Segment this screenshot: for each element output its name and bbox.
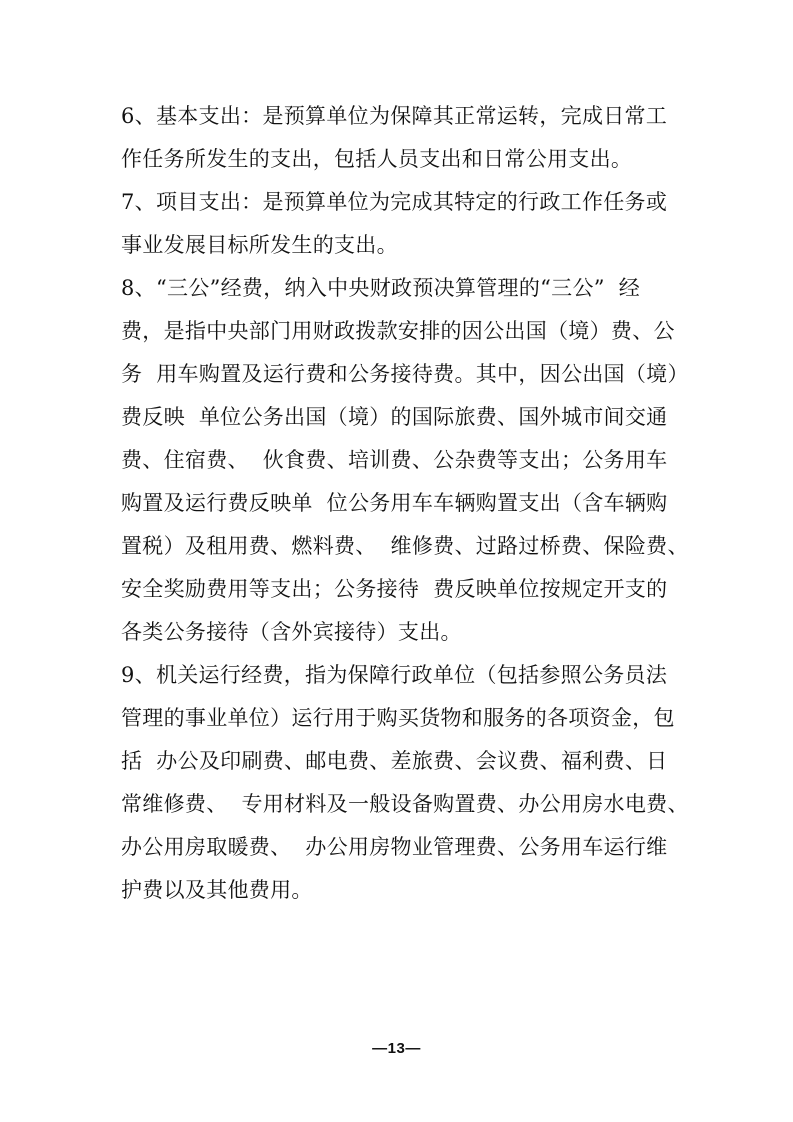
paragraph-line: 括 办公及印刷费、邮电费、差旅费、会议费、福利费、日 [121,749,668,773]
paragraph-line: 各类公务接待（含外宾接待）支出。 [121,620,462,644]
paragraph-line: 办公用房取暖费、 办公用房物业管理费、公务用车运行维 [121,835,668,859]
paragraph-line: 9、机关运行经费，指为保障行政单位（包括参照公务员法 [121,663,668,687]
paragraph-line: 费，是指中央部门用财政拨款安排的因公出国（境）费、公 [121,319,675,343]
page-number: —13— [372,1040,421,1057]
paragraph-line: 护费以及其他费用。 [121,878,313,902]
paragraph-line: 购置及运行费反映单 位公务用车车辆购置支出（含车辆购 [121,491,668,515]
paragraph-line: 置税）及租用费、燃料费、 维修费、过路过桥费、保险费、 [121,534,689,558]
paragraph-line: 安全奖励费用等支出；公务接待 费反映单位按规定开支的 [121,577,668,601]
paragraph-line: 作任务所发生的支出，包括人员支出和日常公用支出。 [121,147,633,171]
paragraph-line: 务 用车购置及运行费和公务接待费。其中，因公出国（境） [121,362,689,386]
paragraph-line: 费反映 单位公务出国（境）的国际旅费、国外城市间交通 [121,405,668,429]
paragraph-line: 常维修费、 专用材料及一般设备购置费、办公用房水电费、 [121,792,689,816]
paragraph-line: 6、基本支出：是预算单位为保障其正常运转，完成日常工 [121,104,668,128]
paragraph-line: 7、项目支出：是预算单位为完成其特定的行政工作任务或 [121,190,668,214]
paragraph-line: 管理的事业单位）运行用于购买货物和服务的各项资金，包 [121,706,675,730]
paragraph-line: 8、“三公”经费，纳入中央财政预决算管理的“三公” 经 [121,276,641,300]
paragraph-line: 事业发展目标所发生的支出。 [121,233,398,257]
paragraph-line: 费、住宿费、 伙食费、培训费、公杂费等支出；公务用车 [121,448,668,472]
